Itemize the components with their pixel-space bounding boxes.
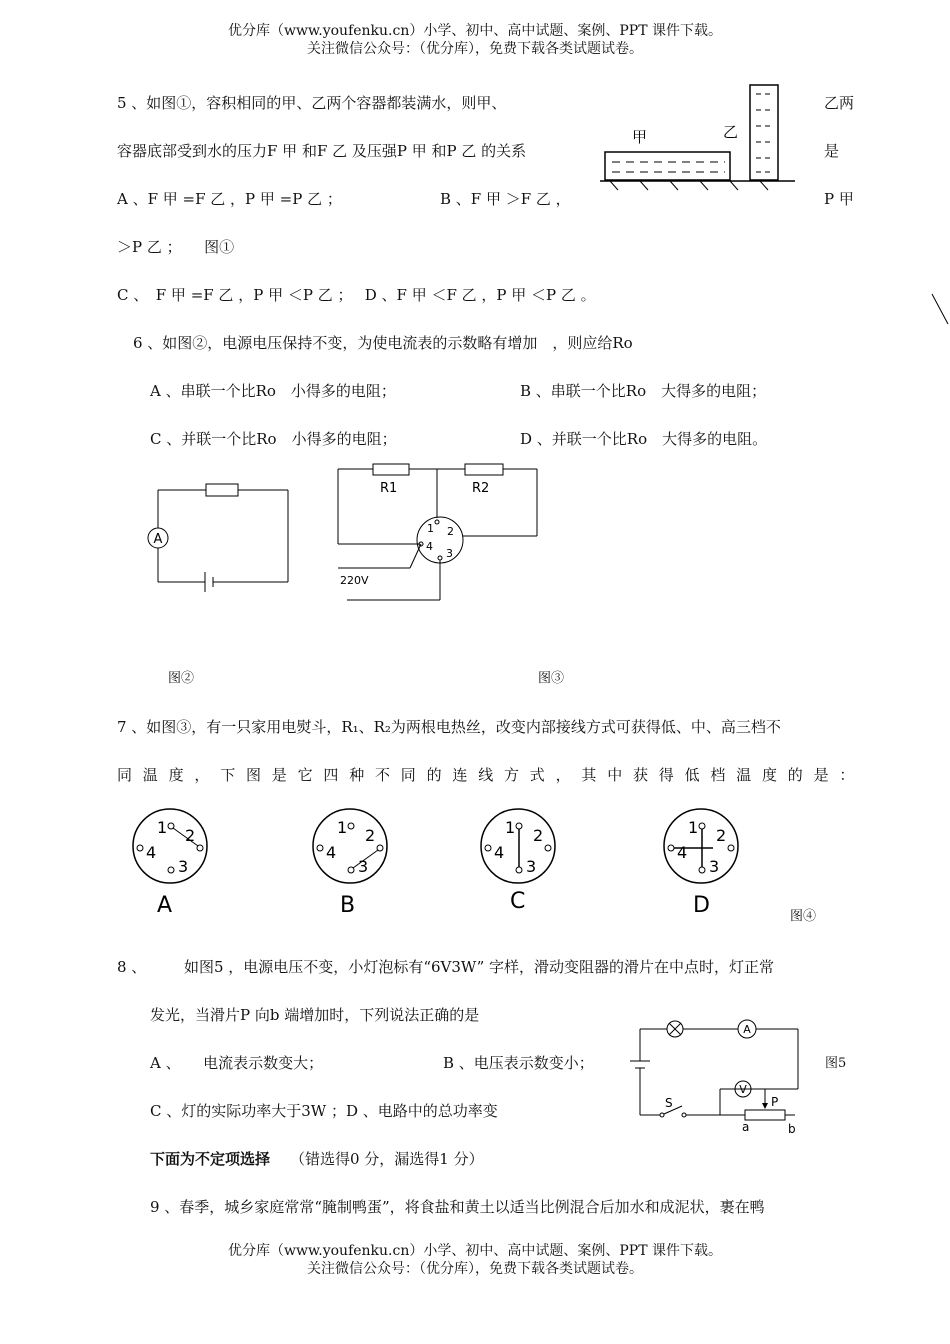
q8-stem-1: 如图5 ，电源电压不变，小灯泡标有“6V3W” 字样，滑动变阻器的滑片在中点时，灯正常 bbox=[184, 958, 775, 976]
footer-line-1: 优分库（www.youfenku.cn）小学、初中、高中试题、案例、PPT 课件下载。 bbox=[227, 1243, 722, 1259]
label-yi: 乙 bbox=[723, 123, 739, 141]
voltmeter-label: V bbox=[739, 1083, 747, 1096]
figure-5-circuit bbox=[625, 1015, 810, 1135]
q6-option-a: A 、串联一个比Ro 小得多的电阻； bbox=[150, 382, 396, 400]
q5-line-2: 容器底部受到水的压力F 甲 和F 乙 及压强P 甲 和P 乙 的关系 bbox=[117, 142, 527, 160]
option-a-label: A bbox=[157, 893, 173, 918]
section-note: （错选得0 分，漏选得1 分） bbox=[290, 1150, 484, 1168]
q6-stem: 6 、如图②，电源电压保持不变，为使电流表的示数略有增加 ，则应给Ro bbox=[133, 334, 633, 352]
figure-2-caption: 图② bbox=[168, 671, 195, 686]
option-d-label: D bbox=[693, 893, 710, 918]
q5-option-a: A 、F 甲 =F 乙 ，P 甲 =P 乙 ； bbox=[117, 190, 342, 208]
option-b-label: B bbox=[340, 893, 356, 918]
dial-option-d bbox=[661, 808, 746, 918]
svg-text:1: 1 bbox=[688, 818, 699, 837]
terminal-1: 1 bbox=[427, 522, 434, 535]
footer-line-2: 关注微信公众号：（优分库），免费下载各类试题试卷。 bbox=[307, 1261, 643, 1277]
svg-text:3: 3 bbox=[526, 857, 537, 876]
header-line-2: 关注微信公众号：（优分库），免费下载各类试题试卷。 bbox=[307, 41, 643, 57]
svg-text:3: 3 bbox=[709, 857, 720, 876]
figure-3-circuit bbox=[335, 460, 545, 605]
ammeter-label: A bbox=[153, 532, 163, 547]
r2-label: R2 bbox=[472, 481, 490, 496]
svg-text:1: 1 bbox=[157, 818, 168, 837]
dial-option-b bbox=[310, 808, 395, 918]
q8-number: 8 、 bbox=[117, 958, 147, 976]
q8-option-b: B 、电压表示数变小； bbox=[443, 1054, 594, 1072]
r1-label: R1 bbox=[380, 481, 398, 496]
svg-text:2: 2 bbox=[716, 826, 727, 845]
label-jia: 甲 bbox=[632, 128, 648, 146]
q5-option-cd: C 、 F 甲 =F 乙 ，P 甲 ＜P 乙 ； D 、F 甲 ＜F 乙 ，P 甲 ＜P 乙 。 bbox=[117, 286, 596, 304]
svg-text:4: 4 bbox=[146, 843, 157, 862]
q8-stem-2: 发光，当滑片P 向b 端增加时，下列说法正确的是 bbox=[150, 1006, 480, 1024]
q5-line-2-end: 是 bbox=[824, 142, 840, 160]
header-line-1: 优分库（www.youfenku.cn）小学、初中、高中试题、案例、PPT 课件下载。 bbox=[227, 23, 722, 39]
q9-line-1: 9 、春季，城乡家庭常常“腌制鸭蛋”，将食盐和黄土以适当比例混合后加水和成泥状，裹在鸭 bbox=[150, 1198, 765, 1216]
q5-option-b-end: P 甲 bbox=[824, 190, 854, 208]
q5-option-b: B 、F 甲 ＞F 乙 ， bbox=[440, 190, 571, 208]
figure-1-containers bbox=[600, 80, 800, 190]
option-c-label: C bbox=[510, 889, 526, 914]
q6-option-d: D 、并联一个比Ro 大得多的电阻。 bbox=[520, 430, 768, 448]
svg-text:1: 1 bbox=[337, 818, 348, 837]
svg-text:4: 4 bbox=[326, 843, 337, 862]
edge-mark bbox=[930, 290, 950, 330]
end-a-label: a bbox=[742, 1120, 750, 1134]
svg-text:3: 3 bbox=[178, 857, 189, 876]
q7-line-1: 7 、如图③，有一只家用电熨斗，R₁、R₂为两根电热丝，改变内部接线方式可获得低、中、高三档不 bbox=[117, 718, 781, 736]
end-b-label: b bbox=[788, 1122, 796, 1136]
q6-option-c: C 、并联一个比Ro 小得多的电阻； bbox=[150, 430, 397, 448]
figure-5-caption: 图5 bbox=[825, 1056, 847, 1071]
svg-text:2: 2 bbox=[533, 826, 544, 845]
svg-text:2: 2 bbox=[365, 826, 376, 845]
section-title: 下面为不定项选择 bbox=[150, 1150, 271, 1168]
svg-text:1: 1 bbox=[505, 818, 516, 837]
svg-text:4: 4 bbox=[677, 843, 688, 862]
q5-line-1-end: 乙两 bbox=[824, 94, 855, 112]
slider-p-label: P bbox=[771, 1095, 779, 1109]
svg-text:3: 3 bbox=[358, 857, 369, 876]
q7-line-2: 同温度，下图是它四种不同的连线方式，其中获得低档温度的是： bbox=[117, 766, 866, 784]
voltage-label: 220V bbox=[340, 574, 369, 587]
q5-line-4: ＞P 乙 ； 图① bbox=[117, 238, 235, 256]
terminal-2: 2 bbox=[447, 525, 454, 538]
svg-text:2: 2 bbox=[185, 826, 196, 845]
figure-2-circuit bbox=[145, 480, 295, 595]
dial-option-c bbox=[478, 808, 563, 918]
svg-text:4: 4 bbox=[494, 843, 505, 862]
q8-option-cd: C 、灯的实际功率大于3W ；D 、电路中的总功率变 bbox=[150, 1102, 498, 1120]
q6-option-b: B 、串联一个比Ro 大得多的电阻； bbox=[520, 382, 767, 400]
q8-option-a: A 、 电流表示数变大； bbox=[150, 1054, 324, 1072]
terminal-3: 3 bbox=[446, 547, 453, 560]
figure-3-caption: 图③ bbox=[538, 671, 565, 686]
dial-option-a bbox=[130, 808, 215, 918]
switch-label: S bbox=[665, 1096, 673, 1110]
terminal-4: 4 bbox=[426, 540, 433, 553]
figure-4-caption: 图④ bbox=[790, 909, 817, 924]
q5-line-1: 5 、如图①，容积相同的甲、乙两个容器都装满水，则甲、 bbox=[117, 94, 507, 112]
ammeter-5-label: A bbox=[743, 1023, 751, 1036]
